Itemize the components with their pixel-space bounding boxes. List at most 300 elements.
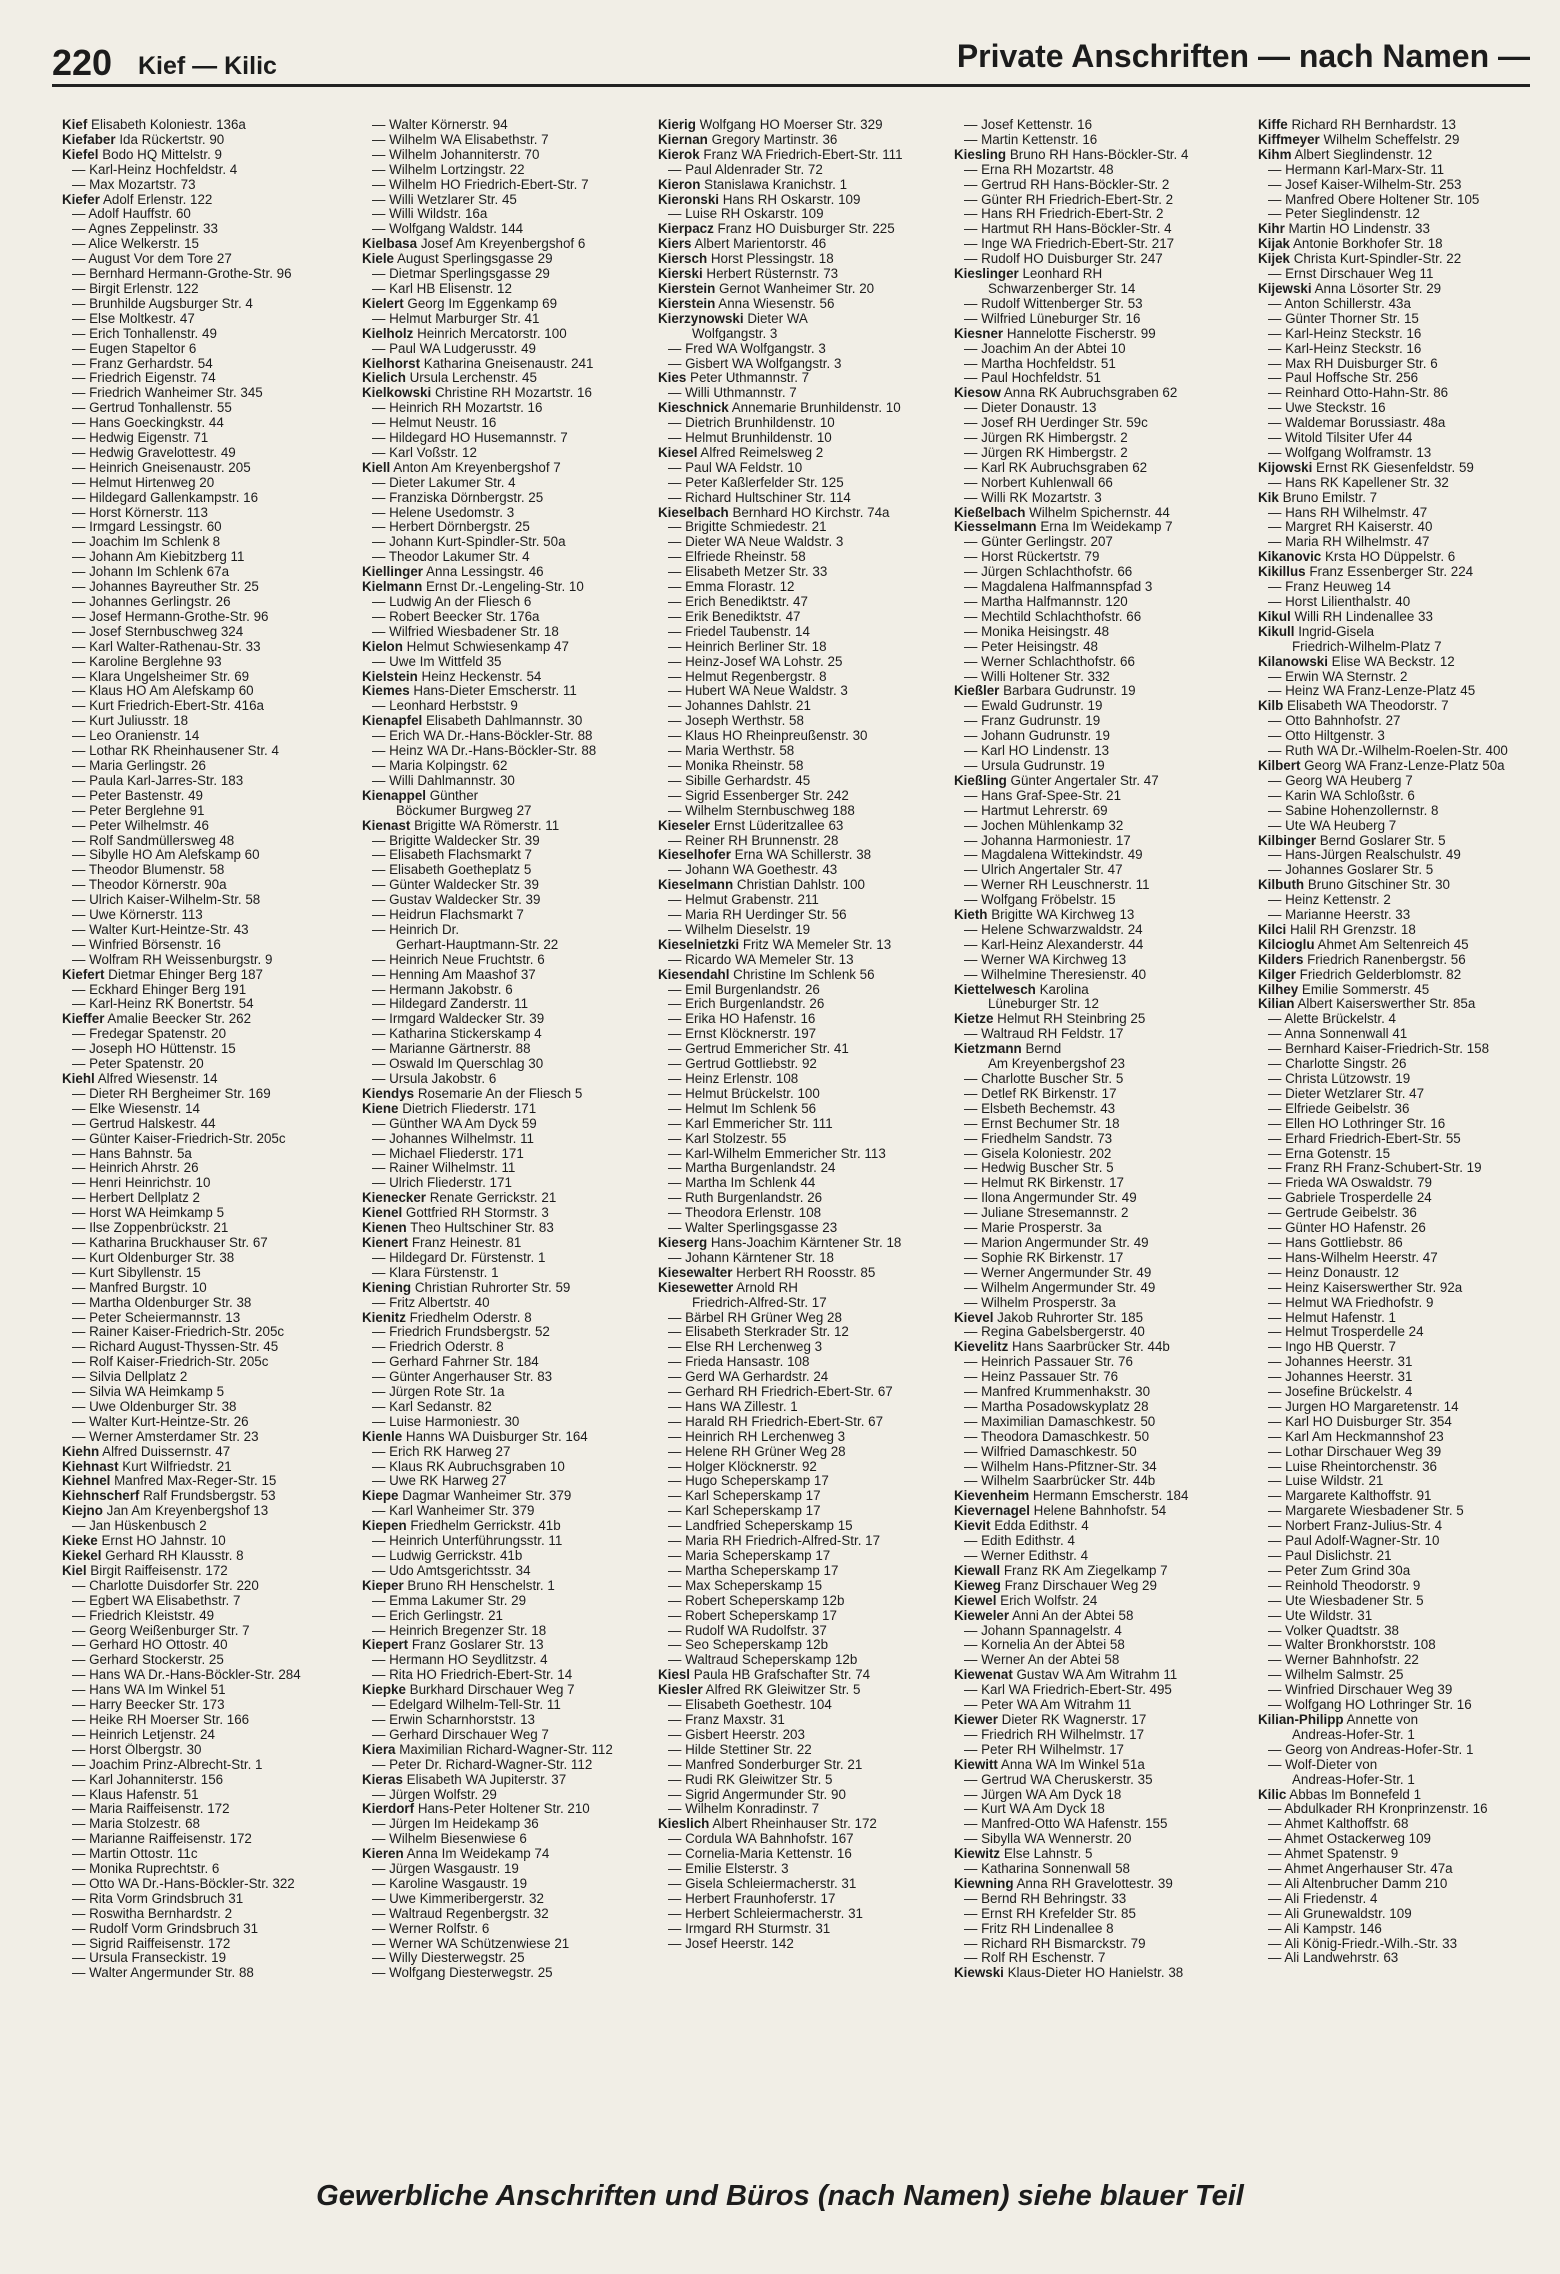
entry-text: — Wilhelm Salmstr. 25 [1268,1668,1404,1683]
entry-text: — Rolf Sandmüllersweg 48 [72,833,235,848]
directory-entry [954,1966,1246,1981]
entry-text: — Friedel Taubenstr. 14 [668,624,810,639]
directory-entry [954,118,1246,133]
directory-entry [658,476,950,491]
directory-entry [62,1743,354,1758]
entry-text: Franz Dirschauer Weg 29 [1000,1578,1157,1593]
directory-entry [1258,193,1550,208]
directory-entry [1258,1534,1550,1549]
directory-entry [62,401,354,416]
directory-entry [1258,1624,1550,1639]
directory-entry [62,1236,354,1251]
directory-entry [62,163,354,178]
directory-entry [1258,863,1550,878]
entry-text: Leonhard RH [1018,267,1103,282]
directory-entry [1258,506,1550,521]
directory-entry [658,550,950,565]
directory-entry [1258,1251,1550,1266]
entry-text: — Friedrich RH Wilhelmstr. 17 [964,1727,1145,1742]
directory-entry [658,819,950,834]
surname: Kienitz [362,1310,406,1325]
entry-text: — Helmut Regenbergstr. 8 [668,669,827,684]
directory-entry [1258,431,1550,446]
entry-text: — Helmut Brückelstr. 100 [668,1086,820,1101]
directory-entry [658,1445,950,1460]
directory-entry [1258,267,1550,282]
entry-text: — Bärbel RH Grüner Weg 28 [668,1310,842,1325]
directory-entry [62,207,354,222]
directory-entry [1258,297,1550,312]
directory-entry [362,610,654,625]
entry-text: — Hubert WA Neue Waldstr. 3 [668,684,848,699]
directory-entry [954,401,1246,416]
directory-entry [1258,610,1550,625]
entry-text: — Holger Klöcknerstr. 92 [668,1459,817,1474]
directory-entry [954,1266,1246,1281]
directory-entry [954,133,1246,148]
entry-text: Anna WA Im Winkel 51a [997,1757,1145,1772]
directory-entry [62,938,354,953]
entry-text: — Henri Heinrichstr. 10 [72,1176,211,1191]
directory-entry [362,1012,654,1027]
surname: Kiehl [62,1072,95,1086]
entry-text: Stanislawa Kranichstr. 1 [700,177,848,192]
directory-entry [658,1430,950,1445]
directory-entry [362,1221,654,1236]
directory-entry [362,1877,654,1892]
directory-entry [658,1773,950,1788]
directory-entry [954,1743,1246,1758]
directory-entry [362,401,654,416]
entry-text: — Rudolf HO Duisburger Str. 247 [964,252,1163,267]
entry-text: Emilie Sommerstr. 45 [1298,982,1430,997]
entry-text: — Maria Raiffeisenstr. 172 [72,1802,230,1817]
directory-entry [954,431,1246,446]
directory-entry [362,1609,654,1624]
directory-entry [62,1057,354,1072]
entry-text: — Hans Graf-Spee-Str. 21 [964,788,1122,803]
directory-entry [1258,983,1550,998]
entry-text: — Regina Gabelsbergerstr. 40 [964,1325,1145,1340]
directory-entry [1258,1460,1550,1475]
entry-text: — Günter Thorner Str. 15 [1268,311,1419,326]
entry-text: — Karl HB Elisenstr. 12 [372,281,512,296]
surname: Kihm [1258,147,1292,162]
entry-text: — Peter WA Am Witrahm 11 [964,1698,1132,1713]
entry-text: — Kurt Juliusstr. 18 [72,714,189,729]
surname: Kiefert [62,967,105,982]
surname: Kiesewalter [658,1265,733,1280]
directory-entry [658,431,950,446]
directory-entry [362,834,654,849]
entry-text: Franz Heinestr. 81 [408,1235,522,1250]
entry-text: Anna Lessingstr. 46 [423,565,544,580]
directory-entry [1258,461,1550,476]
entry-text: — Peter Sieglindenstr. 12 [1268,207,1420,222]
entry-text: — Karl Stolzestr. 55 [668,1131,787,1146]
entry-text: — Hermann Karl-Marx-Str. 11 [1268,162,1445,177]
surname: Kienert [362,1235,409,1250]
directory-entry [658,297,950,312]
directory-entry [954,595,1246,610]
directory-entry [658,1161,950,1176]
entry-text: — Klara Ungelsheimer Str. 69 [72,669,250,684]
directory-entry [1258,1638,1550,1653]
directory-entry [362,1370,654,1385]
directory-entry [1258,759,1550,774]
entry-text: — Josef RH Uerdinger Str. 59c [964,416,1148,431]
entry-text: — Ricardo WA Memeler Str. 13 [668,952,854,967]
directory-entry [362,506,654,521]
directory-entry [62,595,354,610]
directory-entry [658,1236,950,1251]
directory-entry [62,863,354,878]
entry-text: — Emilie Elsterstr. 3 [668,1862,789,1877]
entry-text: — Ute Wildstr. 31 [1268,1608,1373,1623]
directory-entry [62,1147,354,1162]
entry-text: — Brigitte Schmiedestr. 21 [668,520,827,535]
surname: Kießler [954,684,1000,699]
entry-text: Christian Ruhrorter Str. 59 [411,1280,571,1295]
entry-text: — Karl-Heinz Hochfeldstr. 4 [72,162,238,177]
entry-text: — Paul WA Ludgerusstr. 49 [372,341,536,356]
entry-text: Kurt Wilfriedstr. 21 [118,1459,232,1474]
surname: Kieslinger [954,267,1019,282]
directory-entry [62,1609,354,1624]
entry-text: — Charlotte Buscher Str. 5 [964,1072,1124,1086]
entry-text: — Wilhelm Biesenwiese 6 [372,1832,527,1847]
entry-text: Paula HB Grafschafter Str. 74 [690,1668,871,1683]
directory-entry [362,1445,654,1460]
entry-text: — Josef Heerstr. 142 [668,1936,794,1951]
surname: Kierpacz [658,222,714,237]
directory-entry [362,342,654,357]
directory-entry [62,416,354,431]
entry-text: — Walter Angermunder Str. 88 [72,1966,254,1981]
directory-entry [1258,416,1550,431]
entry-text: — Herbert Dörnbergstr. 25 [372,520,530,535]
surname: Kiefer [62,192,100,207]
entry-text: Franz WA Friedrich-Ebert-Str. 111 [699,147,903,162]
directory-entry [1258,1951,1550,1966]
surname: Kietze [954,1012,994,1027]
entry-text: — August Vor dem Tore 27 [72,252,232,267]
directory-entry [362,744,654,759]
directory-entry [362,1937,654,1952]
entry-text: Böckumer Burgweg 27 [396,803,532,818]
entry-text: — Wilhelm Hans-Pfitzner-Str. 34 [964,1459,1157,1474]
directory-entry [1258,893,1550,908]
entry-text: — Sigrid Raiffeisenstr. 172 [72,1936,231,1951]
directory-entry [362,1504,654,1519]
entry-text: — Wilhelm Lortzingstr. 22 [372,162,525,177]
directory-entry [954,1191,1246,1206]
directory-entry [954,1579,1246,1594]
entry-text: — Ahmet Angerhauser Str. 47a [1268,1862,1453,1877]
directory-entry [954,1161,1246,1176]
entry-text: — Rudolf Vorm Grindsbruch 31 [72,1921,259,1936]
directory-entry [954,1355,1246,1370]
entry-text: Dagmar Wanheimer Str. 379 [398,1489,572,1504]
entry-text: — Richard Hultschiner Str. 114 [668,490,851,505]
entry-text: — Paula Karl-Jarres-Str. 183 [72,773,244,788]
directory-entry [362,804,654,819]
directory-entry [658,163,950,178]
entry-text: — Günter Angerhauser Str. 83 [372,1370,553,1385]
entry-text: Elise WA Beckstr. 12 [1327,654,1455,669]
directory-entry [954,461,1246,476]
directory-entry [658,1847,950,1862]
entry-text: — Waltraud RH Feldstr. 17 [964,1027,1124,1042]
directory-entry [1258,1355,1550,1370]
directory-entry [362,699,654,714]
directory-entry [658,1087,950,1102]
entry-text: Ernst Dr.-Lengeling-Str. 10 [422,580,584,595]
directory-entry [954,1176,1246,1191]
entry-text: — Manfred Sonderburger Str. 21 [668,1757,863,1772]
entry-text: — Heinz Passauer Str. 76 [964,1370,1119,1385]
directory-entry [62,1788,354,1803]
directory-entry [62,1430,354,1445]
directory-entry [1258,491,1550,506]
entry-text: — Erich Gerlingstr. 21 [372,1608,503,1623]
surname: Kiewitt [954,1757,998,1772]
directory-entry [362,371,654,386]
directory-entry [658,371,950,386]
entry-text: — Helmut Marburger Str. 41 [372,311,540,326]
directory-entry [362,789,654,804]
entry-text: — Hans RH Friedrich-Ebert-Str. 2 [964,207,1164,222]
entry-text: Wilhelm Scheffelstr. 29 [1319,132,1460,147]
entry-text: — Uwe Körnerstr. 113 [72,908,203,923]
directory-entry [62,714,354,729]
directory-column-3 [658,118,950,1951]
entry-text: — Hugo Scheperskamp 17 [668,1474,829,1489]
entry-text: — Johannes Heerstr. 31 [1268,1355,1413,1370]
directory-entry [1258,1236,1550,1251]
surname: Kiesewetter [658,1280,734,1295]
entry-text: — Karl HO Lindenstr. 13 [964,744,1110,759]
directory-entry [362,535,654,550]
directory-entry [658,699,950,714]
surname: Kiehnel [62,1474,111,1489]
surname: Kiesl [658,1668,691,1683]
directory-entry [954,550,1246,565]
entry-text: — Alette Brückelstr. 4 [1268,1012,1397,1027]
directory-entry [62,1966,354,1981]
directory-entry [658,1743,950,1758]
directory-entry [362,684,654,699]
entry-text: Josef Am Kreyenbergshof 6 [417,237,586,252]
entry-text: — Elisabeth Sterkrader Str. 12 [668,1325,849,1340]
directory-entry [954,580,1246,595]
entry-text: — Heinrich Passauer Str. 76 [964,1355,1133,1370]
directory-entry [658,1519,950,1534]
entry-text: — Wilhelm Angermunder Str. 49 [964,1280,1156,1295]
entry-text: — Heinrich RH Lerchenweg 3 [668,1429,846,1444]
directory-entry [1258,163,1550,178]
surname: Kijek [1258,252,1291,267]
directory-entry [1258,1445,1550,1460]
entry-text: — Horst Ölbergstr. 30 [72,1742,202,1757]
entry-text: — Dietmar Sperlingsgasse 29 [372,267,550,282]
directory-entry [362,118,654,133]
entry-text: — Dietrich Brunhildenstr. 10 [668,416,835,431]
directory-entry [62,252,354,267]
directory-entry [954,357,1246,372]
entry-text: — Kurt Sibyllenstr. 15 [72,1265,201,1280]
directory-entry [954,684,1246,699]
directory-entry [62,1385,354,1400]
directory-entry [954,699,1246,714]
directory-entry [1258,327,1550,342]
surname: Kiepen [362,1519,407,1534]
entry-text: — Katharina Sonnenwall 58 [964,1862,1131,1877]
entry-text: — Hans-Jürgen Realschulstr. 49 [1268,848,1461,863]
directory-entry [62,386,354,401]
entry-text: — Hildegard HO Husemannstr. 7 [372,431,568,446]
directory-entry [1258,1937,1550,1952]
directory-entry [658,1907,950,1922]
entry-text: — Heinrich Neue Fruchtstr. 6 [372,952,545,967]
directory-entry [62,744,354,759]
entry-text: — Luise Wildstr. 21 [1268,1474,1384,1489]
entry-text: — Sibylla WA Wennerstr. 20 [964,1832,1132,1847]
directory-entry [362,491,654,506]
entry-text: — Paul Dislichstr. 21 [1268,1549,1392,1563]
entry-text: — Frieda WA Oswaldstr. 79 [1268,1176,1432,1191]
directory-entry [362,1668,654,1683]
directory-entry [1258,1415,1550,1430]
directory-entry [362,252,654,267]
entry-text: — Hildegard Zanderstr. 11 [372,997,529,1012]
directory-entry [954,1430,1246,1445]
directory-entry [658,252,950,267]
directory-entry [658,1937,950,1952]
entry-text: — Rita HO Friedrich-Ebert-Str. 14 [372,1668,573,1683]
entry-text: Friedhelm Oderstr. 8 [405,1310,532,1325]
entry-text: Anna Lösorter Str. 29 [1311,281,1442,296]
directory-entry [62,1370,354,1385]
entry-text: Christa Kurt-Spindler-Str. 22 [1290,252,1462,267]
entry-text: — Werner Schlachthofstr. 66 [964,654,1135,669]
surname: Kiejno [62,1504,103,1519]
directory-entry [362,550,654,565]
surname: Kiendys [362,1086,415,1101]
entry-text: — Luise Harmoniestr. 30 [372,1414,520,1429]
entry-text: — Elisabeth Metzer Str. 33 [668,565,828,580]
entry-text: — Walter Bronkhorststr. 108 [1268,1638,1436,1653]
entry-text: — Ali Kampstr. 146 [1268,1921,1382,1936]
directory-entry [658,1489,950,1504]
surname: Kijewski [1258,281,1312,296]
entry-text: Albert Kaiserswerther Str. 85a [1294,997,1476,1012]
entry-text: — Mechtild Schlachthofstr. 66 [964,609,1142,624]
directory-column-4 [954,118,1246,1981]
directory-entry [62,610,354,625]
entry-text: — Martha Burgenlandstr. 24 [668,1161,836,1176]
surname: Kierstein [658,296,716,311]
directory-entry [62,655,354,670]
entry-text: Helmut RH Steinbring 25 [993,1012,1146,1027]
entry-text: — Gerhard RH Friedrich-Ebert-Str. 67 [668,1385,893,1400]
directory-entry [62,222,354,237]
entry-text: — Margret RH Kaiserstr. 40 [1268,520,1433,535]
entry-text: Alfred Reimelsweg 2 [697,445,824,460]
directory-entry [954,670,1246,685]
entry-text: Friedrich-Alfred-Str. 17 [692,1295,827,1310]
directory-entry [954,610,1246,625]
directory-entry [1258,670,1550,685]
directory-entry [62,804,354,819]
directory-entry [1258,1817,1550,1832]
surname: Kiettelwesch [954,982,1036,997]
directory-entry [954,923,1246,938]
entry-text: — Ute Wiesbadener Str. 5 [1268,1593,1424,1608]
entry-text: Georg Im Eggenkamp 69 [403,296,558,311]
entry-text: — Ellen HO Lothringer Str. 16 [1268,1116,1446,1131]
directory-entry [954,1400,1246,1415]
entry-text: — Adolf Hauffstr. 60 [72,207,191,222]
surname: Kieras [362,1772,403,1787]
entry-text: — Peter Zum Grind 30a [1268,1563,1411,1578]
directory-entry [954,1788,1246,1803]
surname: Kilders [1258,952,1304,967]
entry-text: Ernst Lüderitzallee 63 [710,818,844,833]
entry-text: Dieter WA [743,311,808,326]
entry-text: — Reinhard Otto-Hahn-Str. 86 [1268,386,1449,401]
entry-text: — Fritz Albertstr. 40 [372,1295,490,1310]
entry-text: — Wolf-Dieter von [1268,1757,1378,1772]
directory-entry [658,640,950,655]
entry-text: Jan Am Kreyenbergshof 13 [102,1504,269,1519]
entry-text: — Ursula Franseckistr. 19 [72,1951,227,1966]
directory-entry [954,908,1246,923]
directory-entry [954,416,1246,431]
surname: Kiesendahl [658,967,730,982]
entry-text: — Theodora Damaschkestr. 50 [964,1429,1150,1444]
directory-entry [1258,1057,1550,1072]
directory-entry [658,1072,950,1087]
entry-text: — Franz Maxstr. 31 [668,1712,785,1727]
entry-text: — Franz Gudrunstr. 19 [964,714,1101,729]
entry-text: — Richard RH Bismarckstr. 79 [964,1936,1146,1951]
entry-text: Franz Goslarer Str. 13 [408,1638,544,1653]
directory-entry [658,1728,950,1743]
entry-text: — Walter Körnerstr. 94 [372,118,508,132]
entry-text: — Anton Schillerstr. 43a [1268,296,1411,311]
entry-text: — Karl Johanniterstr. 156 [72,1772,224,1787]
entry-text: — Ewald Gudrunstr. 19 [964,699,1103,714]
directory-entry [62,1668,354,1683]
directory-entry [954,1027,1246,1042]
entry-text: Franz HO Duisburger Str. 225 [713,222,895,237]
directory-entry [658,997,950,1012]
entry-text: — Monika Ruprechtstr. 6 [72,1862,220,1877]
directory-entry [362,416,654,431]
entry-text: — Wilhelm Prosperstr. 3a [964,1295,1116,1310]
directory-entry [954,983,1246,998]
entry-text: — Klara Fürstenstr. 1 [372,1265,499,1280]
entry-text: — Peter Heisingstr. 48 [964,639,1098,654]
surname: Kiesow [954,386,1001,401]
entry-text: — Franz RH Franz-Schubert-Str. 19 [1268,1161,1482,1176]
directory-entry [1258,550,1550,565]
directory-entry [362,1594,654,1609]
entry-text: — Waldemar Borussiastr. 48a [1268,416,1446,431]
directory-entry [62,1817,354,1832]
entry-text: — Willi Uthmannstr. 7 [668,386,797,401]
